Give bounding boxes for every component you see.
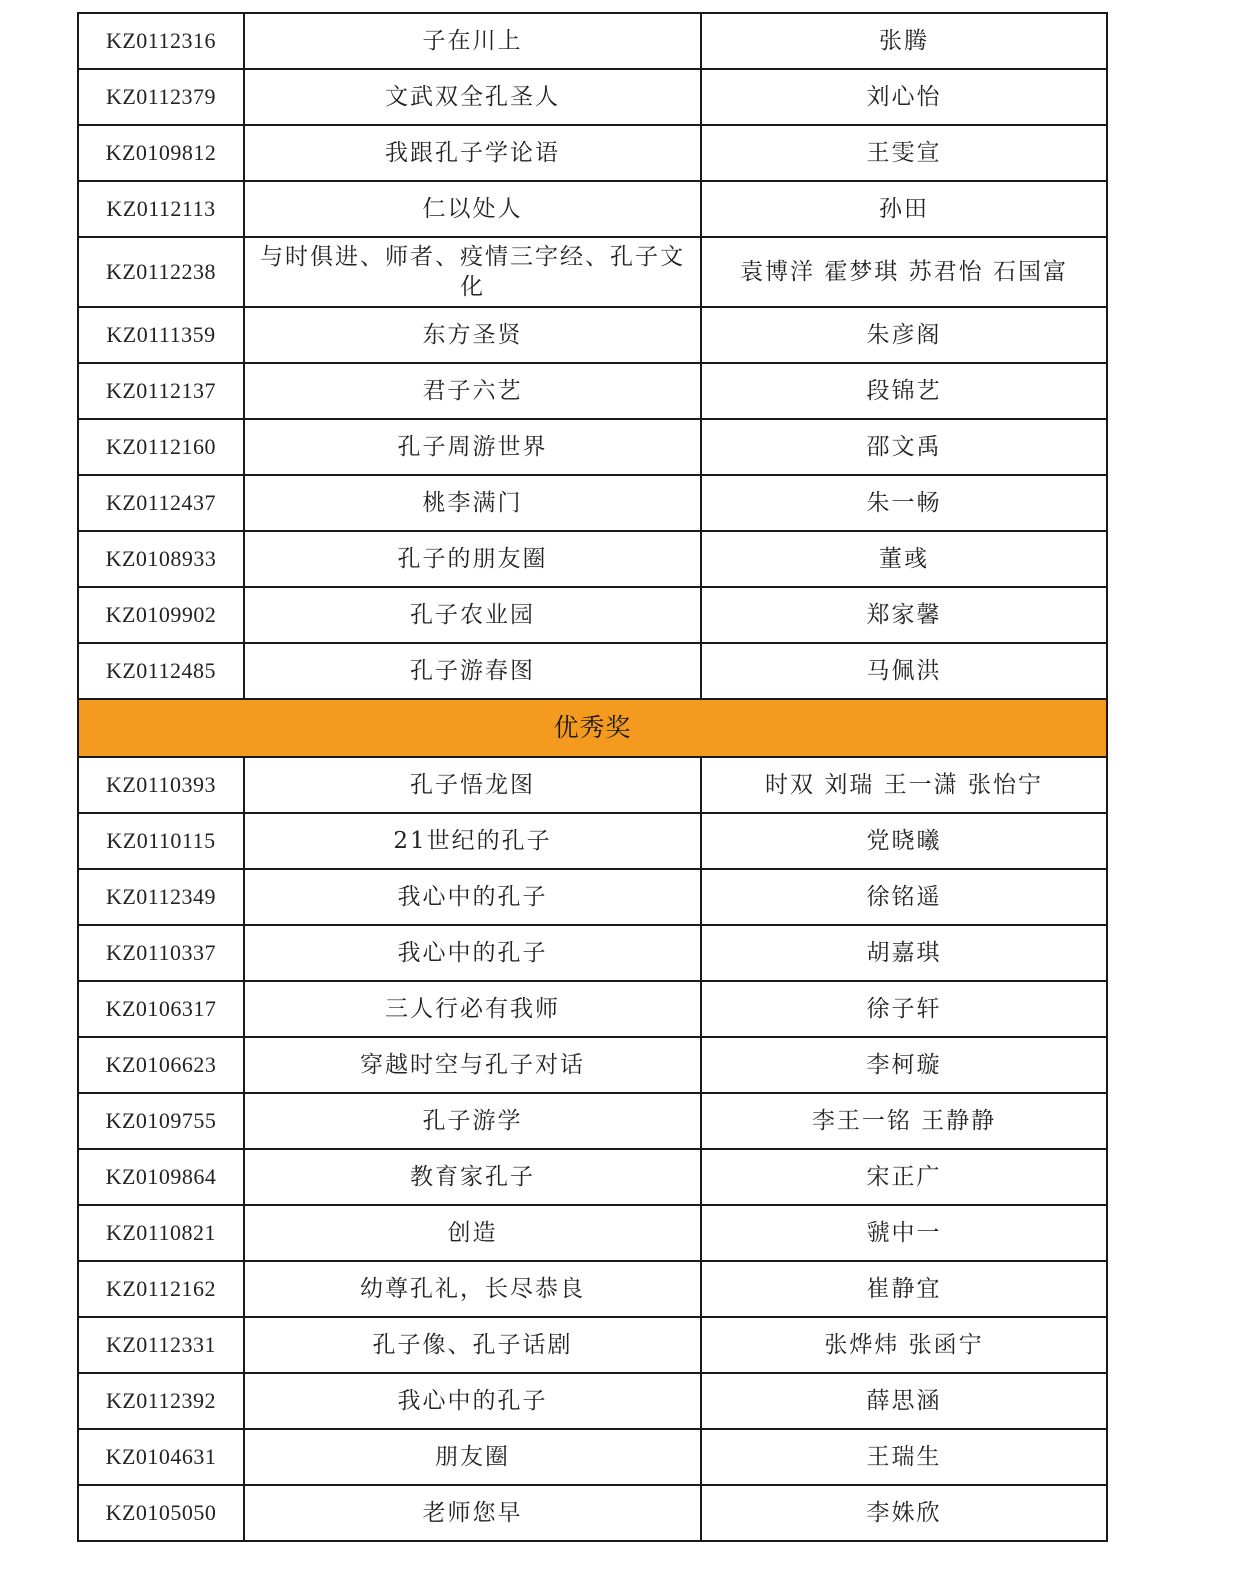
entry-id-cell: KZ0110393 <box>78 757 244 813</box>
entry-title-cell: 朋友圈 <box>244 1429 701 1485</box>
entry-author-cell: 党晓曦 <box>701 813 1107 869</box>
entry-author-cell: 徐铭遥 <box>701 869 1107 925</box>
table-row <box>78 1429 1107 1485</box>
entry-title-cell: 孔子游春图 <box>244 643 701 699</box>
entry-title-cell: 幼尊孔礼，长尽恭良 <box>244 1261 701 1317</box>
entry-title-cell: 孔子的朋友圈 <box>244 531 701 587</box>
entry-author-cell: 张腾 <box>701 13 1107 69</box>
entry-author-cell: 朱一畅 <box>701 475 1107 531</box>
entry-author-cell: 李姝欣 <box>701 1485 1107 1541</box>
entry-id-cell: KZ0112160 <box>78 419 244 475</box>
entry-id-cell: KZ0106317 <box>78 981 244 1037</box>
entry-title-cell: 创造 <box>244 1205 701 1261</box>
entry-author-cell: 朱彦阁 <box>701 307 1107 363</box>
table-body-after-section <box>78 757 1107 1541</box>
entry-title-cell: 文武双全孔圣人 <box>244 69 701 125</box>
entry-author-cell: 胡嘉琪 <box>701 925 1107 981</box>
table-row <box>78 1037 1107 1093</box>
table-row <box>78 643 1107 699</box>
table-row <box>78 237 1107 307</box>
table-row <box>78 1485 1107 1541</box>
table-row <box>78 1317 1107 1373</box>
entry-id-cell: KZ0109864 <box>78 1149 244 1205</box>
entry-id-cell: KZ0112437 <box>78 475 244 531</box>
award-list-table <box>77 12 1108 1542</box>
table-row <box>78 307 1107 363</box>
entry-author-cell: 张烨炜 张函宁 <box>701 1317 1107 1373</box>
entry-id-cell: KZ0109755 <box>78 1093 244 1149</box>
entry-id-cell: KZ0112485 <box>78 643 244 699</box>
table-row <box>78 181 1107 237</box>
entry-author-cell: 崔静宜 <box>701 1261 1107 1317</box>
table-row <box>78 13 1107 69</box>
entry-title-cell: 与时俱进、师者、疫情三字经、孔子文化 <box>244 237 701 307</box>
entry-id-cell: KZ0112349 <box>78 869 244 925</box>
entry-author-cell: 徐子轩 <box>701 981 1107 1037</box>
entry-id-cell: KZ0112162 <box>78 1261 244 1317</box>
entry-author-cell: 刘心怡 <box>701 69 1107 125</box>
table-row <box>78 925 1107 981</box>
table-row <box>78 1205 1107 1261</box>
entry-id-cell: KZ0110337 <box>78 925 244 981</box>
entry-id-cell: KZ0110115 <box>78 813 244 869</box>
entry-title-cell: 孔子像、孔子话剧 <box>244 1317 701 1373</box>
entry-author-cell: 李柯璇 <box>701 1037 1107 1093</box>
entry-id-cell: KZ0108933 <box>78 531 244 587</box>
entry-title-cell: 孔子周游世界 <box>244 419 701 475</box>
entry-id-cell: KZ0112392 <box>78 1373 244 1429</box>
entry-id-cell: KZ0112331 <box>78 1317 244 1373</box>
entry-id-cell: KZ0110821 <box>78 1205 244 1261</box>
table-row <box>78 125 1107 181</box>
entry-id-cell: KZ0109812 <box>78 125 244 181</box>
table-row <box>78 981 1107 1037</box>
entry-author-cell: 董彧 <box>701 531 1107 587</box>
table-row <box>78 1149 1107 1205</box>
entry-id-cell: KZ0112113 <box>78 181 244 237</box>
entry-id-cell: KZ0112316 <box>78 13 244 69</box>
entry-title-cell: 东方圣贤 <box>244 307 701 363</box>
table-row <box>78 813 1107 869</box>
entry-id-cell: KZ0112137 <box>78 363 244 419</box>
entry-id-cell: KZ0112379 <box>78 69 244 125</box>
table-row <box>78 475 1107 531</box>
entry-author-cell: 时双 刘瑞 王一潇 张怡宁 <box>701 757 1107 813</box>
entry-title-cell: 我心中的孔子 <box>244 869 701 925</box>
entry-id-cell: KZ0109902 <box>78 587 244 643</box>
table-row <box>78 419 1107 475</box>
table-row <box>78 1261 1107 1317</box>
table-row <box>78 531 1107 587</box>
entry-title-cell: 我跟孔子学论语 <box>244 125 701 181</box>
entry-title-cell: 21世纪的孔子 <box>244 813 701 869</box>
entry-id-cell: KZ0112238 <box>78 237 244 307</box>
entry-id-cell: KZ0111359 <box>78 307 244 363</box>
entry-id-cell: KZ0105050 <box>78 1485 244 1541</box>
entry-author-cell: 宋正广 <box>701 1149 1107 1205</box>
section-header-row <box>78 699 1107 757</box>
entry-title-cell: 仁以处人 <box>244 181 701 237</box>
entry-author-cell: 薛思涵 <box>701 1373 1107 1429</box>
entry-title-cell: 孔子游学 <box>244 1093 701 1149</box>
entry-title-cell: 教育家孔子 <box>244 1149 701 1205</box>
entry-title-cell: 孔子悟龙图 <box>244 757 701 813</box>
entry-author-cell: 孙田 <box>701 181 1107 237</box>
entry-title-cell: 孔子农业园 <box>244 587 701 643</box>
entry-author-cell: 王雯宣 <box>701 125 1107 181</box>
entry-author-cell: 王瑞生 <box>701 1429 1107 1485</box>
entry-author-cell: 虢中一 <box>701 1205 1107 1261</box>
entry-title-cell: 三人行必有我师 <box>244 981 701 1037</box>
entry-author-cell: 李王一铭 王静静 <box>701 1093 1107 1149</box>
entry-title-cell: 老师您早 <box>244 1485 701 1541</box>
entry-author-cell: 袁博洋 霍梦琪 苏君怡 石国富 <box>701 237 1107 307</box>
table-row <box>78 69 1107 125</box>
entry-author-cell: 邵文禹 <box>701 419 1107 475</box>
entry-title-cell: 君子六艺 <box>244 363 701 419</box>
entry-title-cell: 穿越时空与孔子对话 <box>244 1037 701 1093</box>
table-row <box>78 1093 1107 1149</box>
entry-author-cell: 段锦艺 <box>701 363 1107 419</box>
table-row <box>78 587 1107 643</box>
table-row <box>78 1373 1107 1429</box>
entry-author-cell: 马佩洪 <box>701 643 1107 699</box>
table-body-before-section <box>78 13 1107 699</box>
entry-title-cell: 子在川上 <box>244 13 701 69</box>
entry-title-cell: 我心中的孔子 <box>244 925 701 981</box>
table-row <box>78 363 1107 419</box>
entry-author-cell: 郑家馨 <box>701 587 1107 643</box>
table-row <box>78 869 1107 925</box>
table-row <box>78 757 1107 813</box>
entry-title-cell: 我心中的孔子 <box>244 1373 701 1429</box>
entry-id-cell: KZ0104631 <box>78 1429 244 1485</box>
section-header-body <box>78 699 1107 757</box>
entry-id-cell: KZ0106623 <box>78 1037 244 1093</box>
entry-title-cell: 桃李满门 <box>244 475 701 531</box>
section-title: 优秀奖 <box>78 699 1107 757</box>
